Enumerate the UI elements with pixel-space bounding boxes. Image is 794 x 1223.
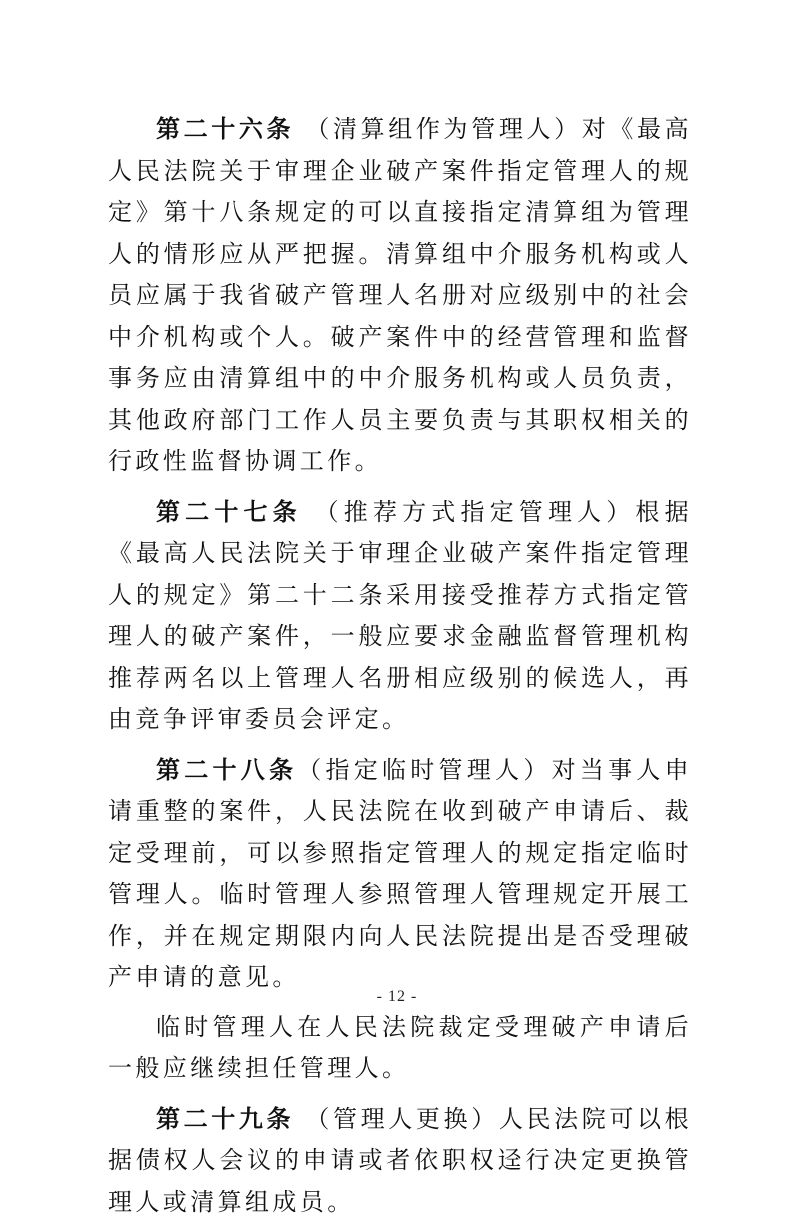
article-body: （清算组作为管理人）对《最高人民法院关于审理企业破产案件指定管理人的规定》第十八条规定的可以直接指定清算组为管理人的情形应从严把握。清算组中介服务机构或人员应属于我省破产管理人名册对应级别中的社会中介机构或个人。破产案件中的经营管理和监督事务应由清算组中的中介服务机构或人员负责，其他政府部门工作人员主要负责与其职权相关的行政性监督协调工作。 <box>108 115 692 475</box>
article-28-continuation <box>108 1007 692 1090</box>
page-number: - 12 - <box>0 988 794 1006</box>
article-26 <box>108 108 692 483</box>
article-28 <box>108 749 692 999</box>
article-body: （指定临时管理人）对当事人申请重整的案件，人民法院在收到破产申请后、裁定受理前，可以参照指定管理人的规定指定临时管理人。临时管理人参照管理人管理规定开展工作，并在规定期限内向人民法院提出是否受理破产申请的意见。 <box>108 756 692 992</box>
document-page <box>108 108 692 1223</box>
paragraph-text: 临时管理人在人民法院裁定受理破产申请后一般应继续担任管理人。 <box>108 1013 692 1083</box>
article-heading: 第二十七条 <box>156 497 302 526</box>
article-heading: 第二十八条 <box>156 755 297 784</box>
article-body: （推荐方式指定管理人）根据《最高人民法院关于审理企业破产案件指定管理人的规定》第二十二条采用接受推荐方式指定管理人的破产案件，一般应要求金融监督管理机构推荐两名以上管理人名册相应级别的候选人，再由竞争评审委员会评定。 <box>108 498 692 734</box>
article-27 <box>108 491 692 741</box>
article-29 <box>108 1098 692 1223</box>
article-heading: 第二十九条 <box>156 1104 294 1133</box>
article-body: （管理人更换）人民法院可以根据债权人会议的申请或者依职权迳行决定更换管理人或清算组成员。 <box>108 1105 692 1216</box>
article-heading: 第二十六条 <box>156 114 294 143</box>
